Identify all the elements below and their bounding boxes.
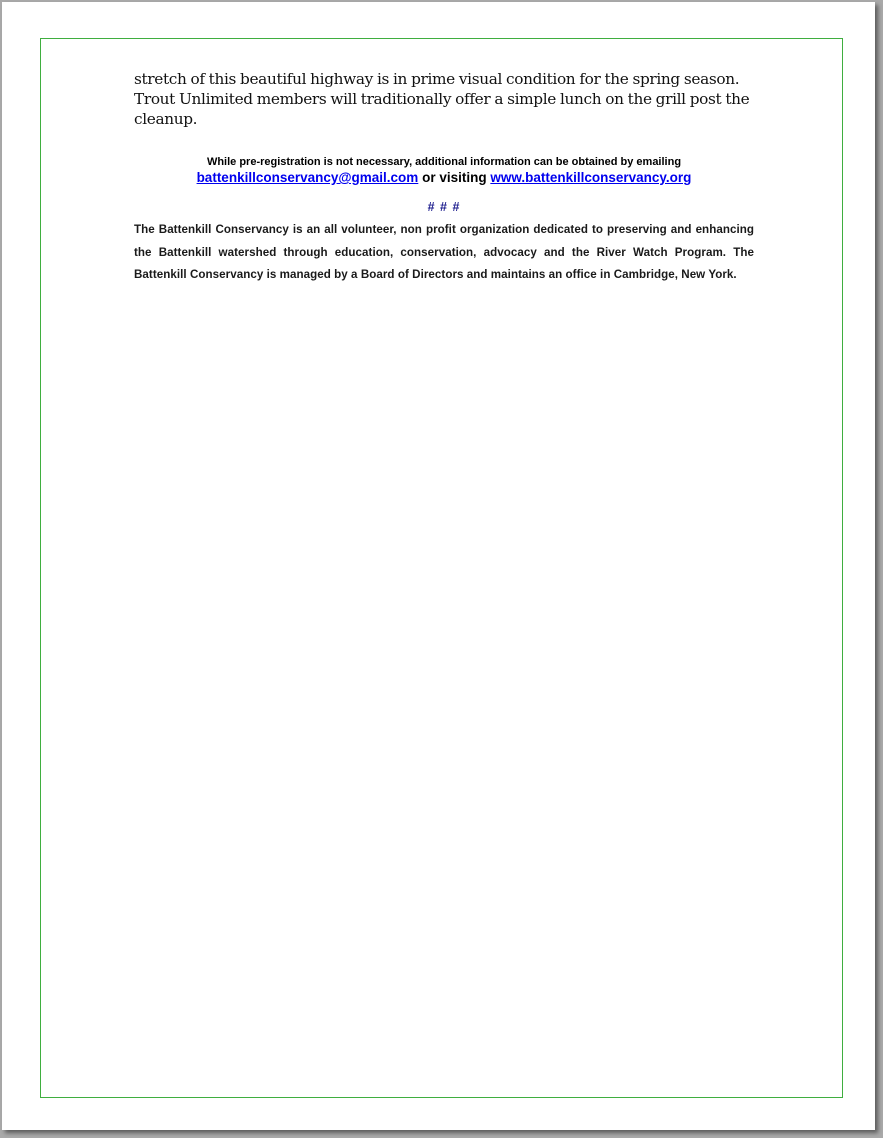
section-separator: # # # [427,200,461,214]
email-link[interactable]: battenkillconservancy@gmail.com [196,170,419,185]
document-page [2,2,875,1130]
contact-links-line [134,169,754,186]
website-link[interactable]: www.battenkillconservancy.org [490,170,692,185]
body-paragraph: stretch of this beautiful highway is in prime visual condition for the spring season. Trout Unlimited members will traditionally offer a simple lunch on the grill post the cleanup. [134,70,750,128]
registration-note: While pre-registration is not necessary, additional information can be obtained by emailing [206,156,682,168]
about-paragraph: The Battenkill Conservancy is an all volunteer, non profit organization dedicated to preserving and enhancing the Battenkill watershed through education, conservation, advocacy and the River Watch Program. The Battenkill Conservancy is managed by a Board of Directors and maintains an office in Cambridge, New York. [134,223,754,281]
contact-info [134,155,754,186]
page-content [134,69,754,287]
connector-text: or visiting [422,170,487,185]
